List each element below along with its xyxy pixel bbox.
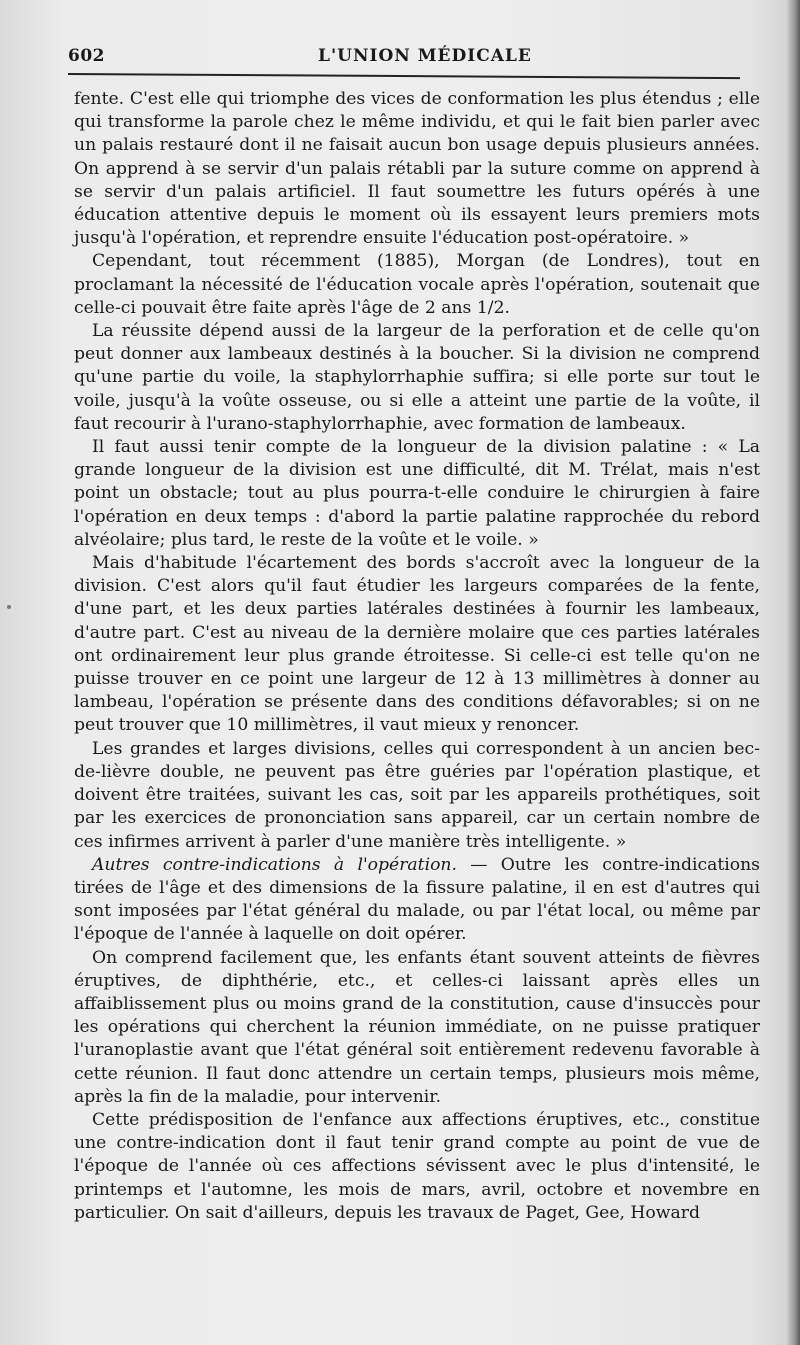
section-lead-italic: Autres contre-indications à l'opération. (92, 854, 457, 875)
paragraph-2: Cependant, tout récemment (1885), Morgan (de Londres), tout en proclamant la nécessité de l'éducation vocale après l'opération, soutenait que celle-ci pouvait être faite après l'âge de 2 ans 1/2. (74, 251, 760, 318)
paragraph-8: On comprend facilement que, les enfants étant souvent atteints de fièvres éruptives, de diphthérie, etc., et celles-ci laissant après elles un affaiblissement plus ou moins grand de la constitution, cause d'insuccès pour les opérations qui cherchent la réunion immédiate, on ne puisse pratiquer l'uranoplastie avant que l'état général soit entièrement redevenu favorable à cette réunion. Il faut donc attendre un certain temps, plusieurs mois même, après la fin de la maladie, pour intervenir. (74, 947, 760, 1107)
page-edge-shadow (786, 0, 800, 1345)
paragraph-5: Mais d'habitude l'écartement des bords s'accroît avec la longueur de la division. C'est alors qu'il faut étudier les largeurs comparées de la fente, d'une part, et les deux parties latérales destinées à fournir les lambeaux, d'autre part. C'est au niveau de la dernière molaire que ces parties latérales ont ordinairement leur plus grande étroitesse. Si celle-ci est telle qu'on ne puisse trouver en ce point une largeur de 12 à 13 millimètres à donner au lambeau, l'opération se présente dans des conditions défavorables; si on ne peut trouver que 10 millimètres, il vaut mieux y renoncer. (74, 553, 760, 736)
margin-speck (7, 605, 11, 609)
header-rule (68, 73, 740, 79)
page-number: 602 (68, 46, 105, 66)
paragraph-3: La réussite dépend aussi de la largeur de la perforation et de celle qu'on peut donner aux lambeaux destinés à la boucher. Si la division ne comprend qu'une partie du voile, la staphylorrhaphie suffira; si elle porte sur tout le voile, jusqu'à la voûte osseuse, ou si elle a atteint une partie de la voûte, il faut recourir à l'urano-staphylorrhaphie, avec formation de lambeaux. (74, 321, 760, 434)
paragraph-4: Il faut aussi tenir compte de la longueur de la division palatine : « La grande longueur de la division est une difficulté, dit M. Trélat, mais n'est point un obstacle; tout au plus pourra-t-elle conduire le chirurgien à faire l'opération en deux temps : d'abord la partie palatine rapprochée du rebord alvéolaire; plus tard, le reste de la voûte et le voile. » (74, 437, 760, 550)
paragraph-7 (74, 854, 760, 947)
paragraph-9: Cette prédisposition de l'enfance aux affections éruptives, etc., constitue une contre-indication dont il faut tenir grand compte au point de vue de l'époque de l'année où ces affections sévissent avec le plus d'intensité, le printemps et l'automne, les mois de mars, avril, octobre et novembre en particulier. On sait d'ailleurs, depuis les travaux de Paget, Gee, Howard (74, 1109, 760, 1223)
paragraph-7-text: — Outre les contre-indications tirées de l'âge et des dimensions de la fissure palatine, il en est d'autres qui sont imposées par l'état général du malade, ou par l'état local, ou même par l'époque de l'année à laquelle on doit opérer. (74, 854, 760, 945)
paragraph-6: Les grandes et larges divisions, celles qui correspondent à un ancien bec-de-lièvre double, ne peuvent pas être guéries par l'opération plastique, et doivent être traitées, suivant les cas, soit par les appareils prothétiques, soit par les exercices de prononciation sans appareil, car un certain nombre de ces infirmes arrivent à parler d'une manière très intelligente. » (74, 738, 760, 852)
paragraph-1: fente. C'est elle qui triomphe des vices de conformation les plus étendus ; elle qui transforme la parole chez le même individu, et qui le fait bien parler avec un palais restauré dont il ne faisait aucun bon usage depuis plusieurs années. On apprend à se servir d'un palais rétabli par la suture comme on apprend à se servir d'un palais artificiel. Il faut soumettre les futurs opérés à une éducation attentive depuis le moment où ils essayent leurs premiers mots jusqu'à l'opération, et reprendre ensuite l'éducation post-opératoire. » (74, 89, 760, 249)
page-header (68, 40, 758, 72)
body-text (74, 88, 760, 1225)
running-title: L'UNION MÉDICALE (318, 46, 532, 66)
